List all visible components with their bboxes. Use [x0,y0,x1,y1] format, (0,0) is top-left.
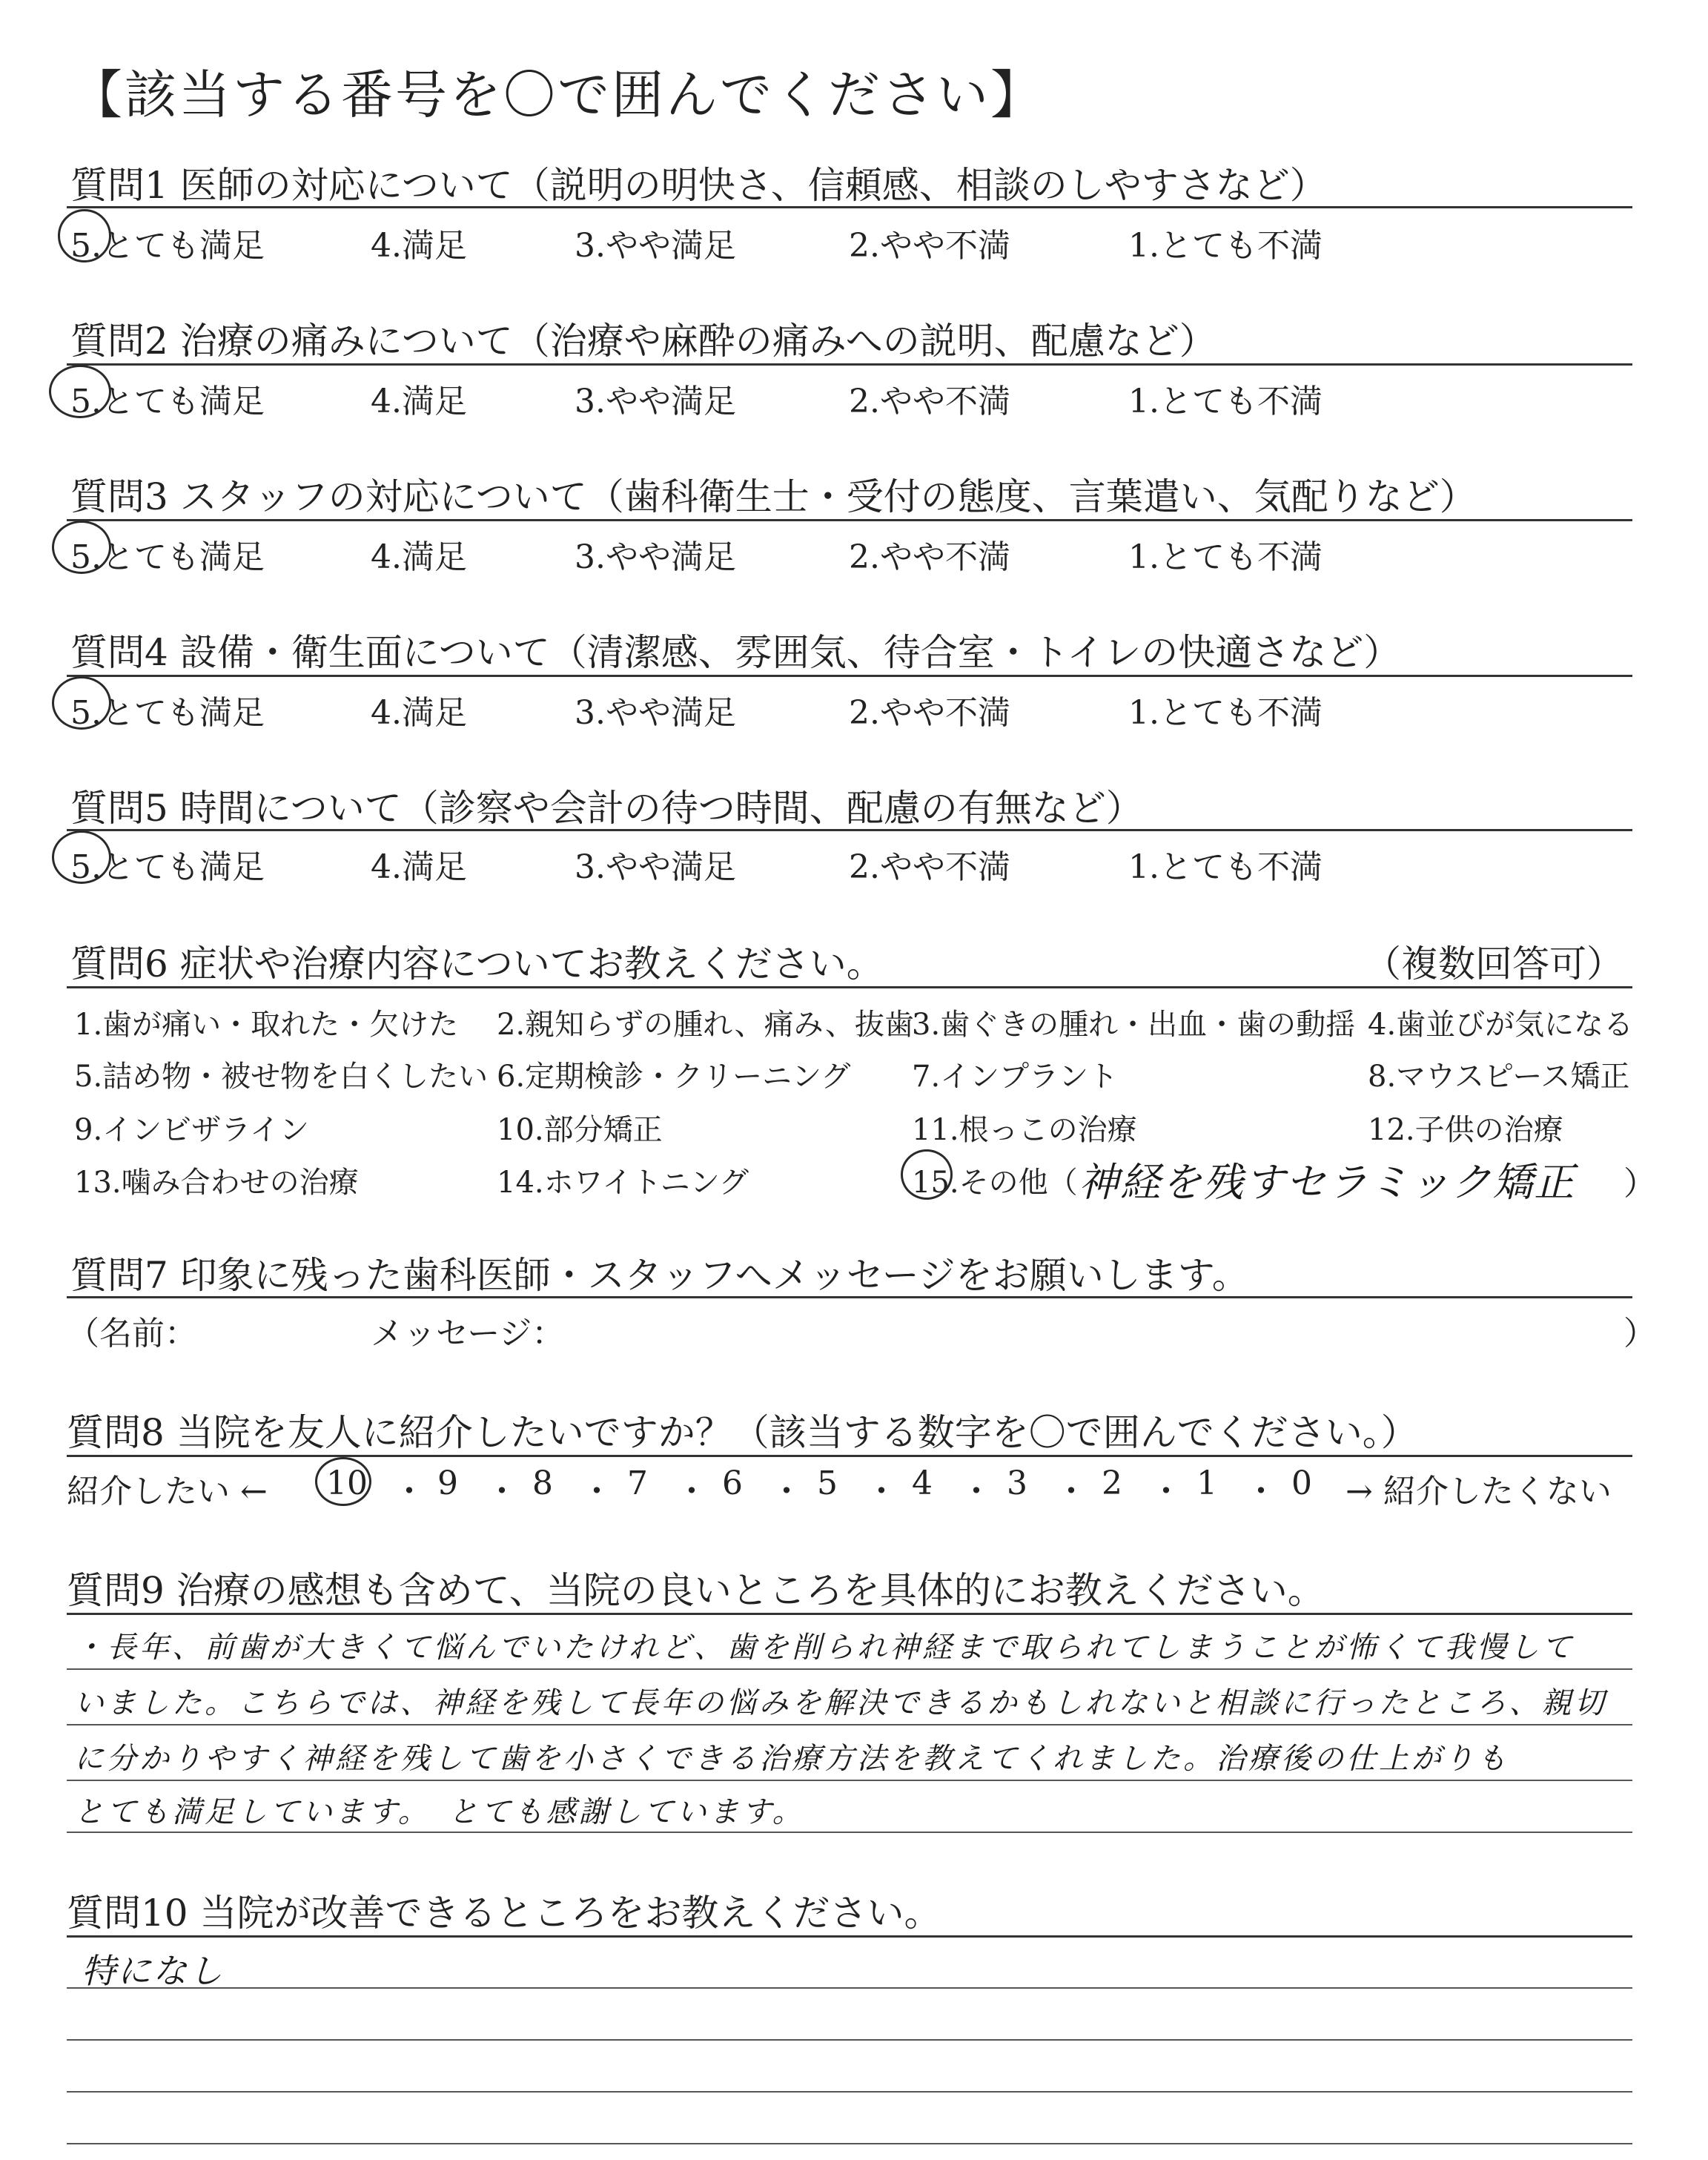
q6-option-11[interactable]: 11.根っこの治療 [912,1113,1137,1147]
q8-sep: ・ [393,1473,426,1510]
q4-option-1[interactable]: 1.とても不満 [1128,694,1323,732]
q3-option-4[interactable]: 4.満足 [371,538,467,576]
q8-scale-5[interactable]: 5 [817,1464,838,1502]
q1-option-3[interactable]: 3.やや満足 [575,227,736,265]
q3-title: 質問3 スタッフの対応について（歯科衛生士・受付の態度、言葉遣い、気配りなど） [70,475,1477,518]
q8-scale-3[interactable]: 3 [1007,1464,1027,1502]
q8-left-label: 紹介したい ← [67,1473,268,1510]
q2-option-3[interactable]: 3.やや満足 [575,383,736,420]
q6-divider [67,986,1632,988]
q8-scale-4[interactable]: 4 [912,1464,933,1502]
q6-option-9[interactable]: 9.インビザライン [74,1113,309,1147]
q8-sep: ・ [1150,1473,1182,1510]
q9-answer-line-4: とても満足しています。 とても感謝しています。 [74,1795,805,1829]
q1-option-2[interactable]: 2.やや不満 [849,227,1010,265]
q6-option-7[interactable]: 7.インプラント [912,1060,1119,1094]
q6-option-13[interactable]: 13.噛み合わせの治療 [74,1166,359,1200]
q8-scale-8[interactable]: 8 [532,1464,553,1502]
q5-option-3[interactable]: 3.やや満足 [575,848,736,886]
q10-line-1 [67,1935,1632,1938]
q10-line-5 [67,2143,1632,2144]
q5-option-5[interactable]: 5.とても満足 [70,848,265,886]
q8-scale-0[interactable]: 0 [1291,1464,1312,1502]
q8-sep: ・ [770,1473,803,1510]
q1-option-1[interactable]: 1.とても不満 [1128,227,1323,265]
q5-option-4[interactable]: 4.満足 [371,848,467,886]
q6-option-2[interactable]: 2.親知らずの腫れ、痛み、抜歯 [497,1008,914,1042]
q4-option-5[interactable]: 5.とても満足 [70,694,265,732]
q8-sep: ・ [960,1473,993,1510]
q2-option-1[interactable]: 1.とても不満 [1128,383,1323,420]
q8-sep: ・ [1245,1473,1277,1510]
q8-scale-6[interactable]: 6 [722,1464,743,1502]
q4-option-2[interactable]: 2.やや不満 [849,694,1010,732]
q6-note: （複数回答可） [1364,942,1623,985]
q1-option-5[interactable]: 5.とても満足 [70,227,265,265]
q2-option-4[interactable]: 4.満足 [371,383,467,420]
q7-title: 質問7 印象に残った歯科医師・スタッフへメッセージをお願いします。 [70,1254,1249,1297]
q4-selection-circle [52,676,111,730]
q3-option-2[interactable]: 2.やや不満 [849,538,1010,576]
q3-divider [67,519,1632,521]
q8-sep: ・ [486,1473,518,1510]
q2-selection-circle [49,365,111,418]
q9-line-4 [67,1780,1632,1781]
q3-option-1[interactable]: 1.とても不満 [1128,538,1323,576]
q6-option-3[interactable]: 3.歯ぐきの腫れ・出血・歯の動揺 [912,1008,1356,1042]
q2-option-5[interactable]: 5.とても満足 [70,383,265,420]
q6-selection-circle [901,1149,953,1200]
q4-option-3[interactable]: 3.やや満足 [575,694,736,732]
q10-answer: 特になし [82,1951,224,1991]
q8-sep: ・ [865,1473,898,1510]
q3-option-5[interactable]: 5.とても満足 [70,538,265,576]
q1-option-4[interactable]: 4.満足 [371,227,467,265]
q6-option-8[interactable]: 8.マウスピース矯正 [1368,1060,1630,1094]
q6-option-15[interactable]: 15.その他（ [912,1166,1078,1200]
q1-title: 質問1 医師の対応について（説明の明快さ、信頼感、相談のしやすさなど） [70,164,1327,207]
q9-title: 質問9 治療の感想も含めて、当院の良いところを具体的にお教えください。 [67,1569,1325,1612]
q8-scale-2[interactable]: 2 [1102,1464,1122,1502]
q5-option-2[interactable]: 2.やや不満 [849,848,1010,886]
q8-divider [67,1455,1632,1457]
q6-option-12[interactable]: 12.子供の治療 [1368,1113,1563,1147]
q6-option-5[interactable]: 5.詰め物・被せ物を白くしたい [74,1060,489,1094]
q8-scale-1[interactable]: 1 [1196,1464,1217,1502]
q8-scale-9[interactable]: 9 [437,1464,458,1502]
q9-line-1 [67,1613,1632,1615]
q6-option-14[interactable]: 14.ホワイトニング [497,1166,749,1200]
q8-title: 質問8 当院を友人に紹介したいですか？（該当する数字を〇で囲んでください。） [67,1411,1418,1454]
q7-divider [67,1296,1632,1298]
form-header: 【該当する番号を〇で囲んでください】 [70,65,1045,125]
q5-selection-circle [52,830,111,884]
q3-selection-circle [52,521,111,574]
q2-option-2[interactable]: 2.やや不満 [849,383,1010,420]
q5-divider [67,829,1632,831]
q8-scale-10[interactable]: 10 [326,1464,368,1502]
q6-option-4[interactable]: 4.歯並びが気になる [1368,1008,1634,1042]
q9-answer-line-3: に分かりやすく神経を残して歯を小さくできる治療方法を教えてくれました。治療後の仕上がりも [74,1742,1509,1776]
q10-title: 質問10 当院が改善できるところをお教えください。 [67,1892,941,1935]
q6-option-6[interactable]: 6.定期検診・クリーニング [497,1060,851,1094]
q8-sep: ・ [580,1473,613,1510]
q7-close-paren: ） [1623,1315,1656,1353]
q6-option-1[interactable]: 1.歯が痛い・取れた・欠けた [74,1008,459,1042]
q2-title: 質問2 治療の痛みについて（治療や麻酔の痛みへの説明、配慮など） [70,320,1217,363]
q10-line-2 [67,1987,1632,1989]
q8-selection-circle [315,1457,371,1506]
q8-right-label: → 紹介したくない [1345,1473,1612,1510]
q4-title: 質問4 設備・衛生面について（清潔感、雰囲気、待合室・トイレの快適さなど） [70,631,1401,674]
q8-sep: ・ [675,1473,708,1510]
q10-line-4 [67,2091,1632,2093]
q9-answer-line-1: ・長年、前歯が大きくて悩んでいたけれど、歯を削られ神経まで取られてしまうことが怖くて我慢して [74,1631,1575,1665]
q4-divider [67,675,1632,677]
q8-scale-7[interactable]: 7 [627,1464,648,1502]
q6-other-handwritten: 神経を残すセラミック矯正 [1079,1159,1576,1206]
q6-option-10[interactable]: 10.部分矯正 [497,1113,663,1147]
q1-selection-circle [58,209,111,262]
q9-line-5 [67,1832,1632,1833]
q6-other-close-paren: ） [1623,1165,1656,1203]
q6-title: 質問6 症状や治療内容についてお教えください。 [70,942,884,985]
q1-divider [67,206,1632,208]
q5-title: 質問5 時間について（診察や会計の待つ時間、配慮の有無など） [70,787,1143,830]
q3-option-3[interactable]: 3.やや満足 [575,538,736,576]
q7-message-label: メッセージ： [371,1315,565,1353]
q4-option-4[interactable]: 4.満足 [371,694,467,732]
q9-line-2 [67,1668,1632,1670]
q7-name-label: （名前： [67,1315,197,1353]
q9-line-3 [67,1724,1632,1725]
q8-sep: ・ [1055,1473,1088,1510]
q5-option-1[interactable]: 1.とても不満 [1128,848,1323,886]
q2-divider [67,363,1632,366]
q10-line-3 [67,2039,1632,2041]
q9-answer-line-2: いました。こちらでは、神経を残して長年の悩みを解決できるかもしれないと相談に行ったところ、親切 [74,1686,1607,1720]
